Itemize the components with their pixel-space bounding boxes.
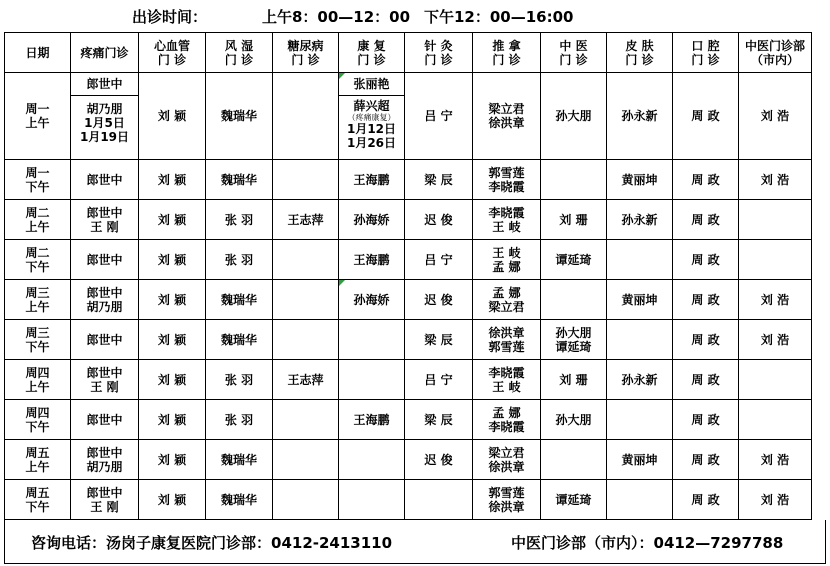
morning-hours: 上午8：00—12：00 (262, 8, 411, 26)
cell-line: 谭延琦 (555, 252, 592, 267)
schedule-cell (607, 480, 673, 520)
column-header (339, 33, 405, 73)
table-row (5, 480, 812, 520)
cell-line: 孙永新 (621, 372, 658, 387)
schedule-cell (739, 200, 812, 240)
schedule-cell (339, 280, 405, 320)
cell-line: 1月12日 (346, 122, 397, 136)
schedule-cell (473, 480, 541, 520)
schedule-cell (473, 280, 541, 320)
clinic-schedule-table (4, 32, 812, 520)
cell-line: 刘 浩 (760, 292, 790, 307)
schedule-cell (139, 480, 206, 520)
schedule-cell (673, 440, 739, 480)
day-cell (5, 360, 71, 400)
cell-line: 孟 娜 (492, 285, 521, 300)
cell-line: 孟 娜 (492, 259, 521, 274)
schedule-cell (541, 440, 607, 480)
schedule-cell (473, 440, 541, 480)
schedule-cell (607, 240, 673, 280)
cell-line: 孙海娇 (353, 292, 390, 307)
cell-line: 推 拿 (492, 38, 521, 53)
corner-mark-icon (339, 73, 345, 79)
schedule-cell (273, 400, 339, 440)
schedule-cell (206, 160, 273, 200)
schedule-cell (541, 200, 607, 240)
cell-line: 张 羽 (224, 372, 254, 387)
cell-line: 刘 珊 (559, 212, 588, 227)
cell-line: 门 诊 (691, 52, 720, 67)
cell-line: 刘 颖 (157, 332, 187, 347)
schedule-cell (673, 400, 739, 440)
schedule-cell (71, 320, 139, 360)
cell-line: 胡乃朋 (86, 459, 123, 474)
schedule-cell (339, 440, 405, 480)
cell-line: 中医门诊部 (744, 38, 805, 53)
cell-line: 李晓霞 (488, 365, 525, 380)
cell-line: 刘 浩 (760, 332, 790, 347)
cell-line: 徐洪章 (488, 459, 525, 474)
cell-line: 郭雪莲 (488, 339, 525, 354)
cell-line: 周三 (25, 285, 50, 300)
rheum-cell: 魏瑞华 (206, 73, 273, 160)
schedule-cell (206, 400, 273, 440)
schedule-cell (739, 280, 812, 320)
day-cell (5, 320, 71, 360)
column-header (739, 33, 812, 73)
cell-line: 周 政 (691, 372, 720, 387)
cell-line: 周二 (25, 205, 50, 220)
schedule-cell (139, 280, 206, 320)
table-row (5, 320, 812, 360)
schedule-cell (71, 160, 139, 200)
schedule-cell (273, 160, 339, 200)
cell-line: 王志萍 (287, 372, 324, 387)
schedule-cell (339, 480, 405, 520)
cell-line: 康 复 (357, 38, 386, 53)
cell-line: 孙海娇 (353, 212, 390, 227)
schedule-cell (739, 400, 812, 440)
schedule-cell (607, 400, 673, 440)
cell-line: 魏瑞华 (220, 292, 257, 307)
schedule-cell (673, 480, 739, 520)
schedule-cell (405, 400, 473, 440)
schedule-cell (607, 320, 673, 360)
schedule-cell (273, 320, 339, 360)
column-header (139, 33, 206, 73)
cell-line: 魏瑞华 (220, 332, 257, 347)
schedule-cell (405, 240, 473, 280)
acu-cell: 吕 宁 (405, 73, 473, 160)
cell-line: 徐洪章 (488, 325, 525, 340)
cell-line: 中 医 (559, 38, 588, 53)
table-row (5, 400, 812, 440)
cell-line: 刘 颖 (157, 292, 187, 307)
cell-line: 疼痛门诊 (80, 45, 129, 60)
schedule-cell (273, 480, 339, 520)
column-header (541, 33, 607, 73)
cell-line: 下午 (25, 419, 50, 434)
cell-line: 刘 颖 (157, 212, 187, 227)
cell-line: 刘 颖 (157, 412, 187, 427)
afternoon-hours: 下午12：00—16:00 (424, 8, 574, 26)
cell-line: 王海鹏 (353, 412, 390, 427)
cell-line: 李晓霞 (488, 205, 525, 220)
schedule-cell (71, 240, 139, 280)
cell-line: 门 诊 (157, 52, 187, 67)
column-header (473, 33, 541, 73)
cell-line: 周五 (25, 485, 50, 500)
schedule-cell (541, 320, 607, 360)
cell-line: 王 刚 (90, 499, 119, 514)
table-row (5, 200, 812, 240)
day-cell (5, 200, 71, 240)
schedule-cell (739, 480, 812, 520)
schedule-cell (541, 480, 607, 520)
column-header (673, 33, 739, 73)
cell-line: 郭雪莲 (488, 165, 525, 180)
cell-line: 郎世中 (86, 205, 123, 220)
cell-line: 张丽艳 (339, 73, 404, 96)
cell-line: 门 诊 (424, 52, 453, 67)
schedule-cell (405, 320, 473, 360)
day-cell (5, 480, 71, 520)
cell-line: 下午 (25, 259, 50, 274)
cell-line: 徐洪章 (488, 116, 525, 130)
schedule-cell (339, 400, 405, 440)
cell-line: 日期 (25, 45, 50, 60)
cell-line: 1月19日 (79, 130, 130, 144)
cell-line: 王志萍 (287, 212, 324, 227)
schedule-cell (71, 400, 139, 440)
column-header (206, 33, 273, 73)
schedule-cell (71, 480, 139, 520)
schedule-cell (71, 280, 139, 320)
schedule-cell (71, 440, 139, 480)
schedule-cell (739, 360, 812, 400)
cell-line: 李晓霞 (488, 179, 525, 194)
cell-line: 刘 颖 (157, 452, 187, 467)
schedule-cell (607, 200, 673, 240)
schedule-cell (139, 360, 206, 400)
cell-line: 胡乃朋 (86, 299, 123, 314)
cell-line: 糖尿病 (287, 38, 324, 53)
schedule-cell (405, 360, 473, 400)
schedule-cell (541, 240, 607, 280)
schedule-cell (206, 240, 273, 280)
cell-line: 迟 俊 (424, 212, 453, 227)
cell-line: 王 岐 (492, 245, 521, 260)
schedule-cell (473, 400, 541, 440)
column-header (71, 33, 139, 73)
cell-line: 张 羽 (224, 252, 254, 267)
cell-line: （市内） (750, 52, 799, 67)
cell-line: 胡乃朋 (86, 102, 123, 116)
schedule-cell (71, 360, 139, 400)
schedule-cell (71, 200, 139, 240)
column-header (607, 33, 673, 73)
footer-phone-city: 中医门诊部（市内）：0412—7297788 (511, 534, 784, 552)
schedule-cell (673, 320, 739, 360)
cell-line: 针 灸 (424, 38, 453, 53)
cell-line: 徐洪章 (488, 499, 525, 514)
schedule-cell (405, 160, 473, 200)
schedule-cell (339, 200, 405, 240)
schedule-cell (473, 240, 541, 280)
schedule-cell (206, 480, 273, 520)
day-cell (5, 440, 71, 480)
schedule-cell (339, 240, 405, 280)
table-row (5, 160, 812, 200)
schedule-cell (206, 200, 273, 240)
cell-line: （疼痛康复） (347, 113, 396, 122)
cell-line: 梁 辰 (424, 332, 453, 347)
cell-line: 周二 (25, 245, 50, 260)
cell-line: 孙大朋 (555, 325, 592, 340)
corner-mark-icon (339, 280, 345, 286)
cell-line: 周三 (25, 325, 50, 340)
pain-cell (71, 73, 139, 160)
cell-line: 魏瑞华 (220, 492, 257, 507)
column-header (405, 33, 473, 73)
cell-line: 刘 颖 (157, 492, 187, 507)
cell-line: 周一 (25, 165, 50, 180)
cell-line: 风 湿 (224, 38, 254, 53)
cell-line: 梁立君 (488, 445, 525, 460)
schedule-cell (206, 440, 273, 480)
column-header (5, 33, 71, 73)
schedule-cell (607, 280, 673, 320)
cell-line: 孟 娜 (492, 405, 521, 420)
cell-line: 周 政 (691, 252, 720, 267)
cell-line: 谭延琦 (555, 339, 592, 354)
schedule-cell (739, 440, 812, 480)
cell-line: 王海鹏 (353, 172, 390, 187)
cell-line: 王 刚 (90, 219, 119, 234)
cell-line: 王 岐 (492, 219, 521, 234)
cell-line: 周一 (25, 102, 50, 116)
cell-line: 黄丽坤 (621, 292, 658, 307)
schedule-cell (405, 480, 473, 520)
cell-line: 下午 (25, 179, 50, 194)
schedule-cell (139, 320, 206, 360)
schedule-cell (473, 360, 541, 400)
footer (4, 520, 826, 564)
cell-line: 刘 浩 (760, 492, 790, 507)
skin-cell: 孙永新 (607, 73, 673, 160)
cell-line: 黄丽坤 (621, 172, 658, 187)
cell-line: 下午 (25, 499, 50, 514)
cell-line: 王 刚 (90, 379, 119, 394)
hours-label: 出诊时间： (132, 8, 208, 26)
schedule-cell (405, 280, 473, 320)
cell-line: 上午 (25, 299, 50, 314)
massage-cell (473, 73, 541, 160)
schedule-cell (607, 160, 673, 200)
schedule-cell (273, 200, 339, 240)
day-cell (5, 400, 71, 440)
cell-line: 王 岐 (492, 379, 521, 394)
schedule-cell (405, 440, 473, 480)
cell-line: 郎世中 (86, 252, 123, 267)
schedule-cell (541, 360, 607, 400)
table-row (5, 440, 812, 480)
cell-line: 1月26日 (346, 136, 397, 150)
schedule-cell (139, 400, 206, 440)
table-row (5, 73, 812, 160)
cell-line: 心血管 (153, 38, 190, 53)
cell-line: 王海鹏 (353, 252, 390, 267)
schedule-cell (273, 360, 339, 400)
cell-line: 周 政 (691, 172, 720, 187)
cell-line: 周四 (25, 365, 50, 380)
schedule-cell (673, 360, 739, 400)
cell-line: 梁立君 (488, 102, 525, 116)
cell-line: 刘 浩 (760, 172, 790, 187)
cell-line: 上午 (25, 116, 50, 130)
cell-line: 吕 宁 (424, 372, 453, 387)
cell-line: 门 诊 (559, 52, 588, 67)
cell-line: 周四 (25, 405, 50, 420)
cell-line: 张 羽 (224, 212, 254, 227)
day-cell (5, 73, 71, 160)
cell-line: 魏瑞华 (220, 172, 257, 187)
city-cell: 刘 浩 (739, 73, 812, 160)
schedule-cell (139, 160, 206, 200)
schedule-header (0, 0, 830, 32)
cell-line: 刘 颖 (157, 372, 187, 387)
schedule-cell (139, 440, 206, 480)
cell-line: 门 诊 (224, 52, 254, 67)
schedule-cell (206, 280, 273, 320)
cell-line: 周 政 (691, 212, 720, 227)
cell-line: 谭延琦 (555, 492, 592, 507)
schedule-cell (541, 160, 607, 200)
cell-line: 郎世中 (86, 445, 123, 460)
cell-line: 门 诊 (357, 52, 386, 67)
day-cell (5, 240, 71, 280)
schedule-cell (607, 440, 673, 480)
cell-line: 皮 肤 (625, 38, 654, 53)
cell-line: 郎世中 (86, 412, 123, 427)
schedule-cell (273, 440, 339, 480)
schedule-cell (339, 160, 405, 200)
schedule-cell (473, 160, 541, 200)
schedule-cell (673, 240, 739, 280)
schedule-cell (673, 160, 739, 200)
schedule-cell (739, 160, 812, 200)
tcm-cell: 孙大朋 (541, 73, 607, 160)
cell-line: 下午 (25, 339, 50, 354)
rehab-cell (339, 73, 405, 160)
cell-line: 郎世中 (86, 485, 123, 500)
cell-line: 门 诊 (291, 52, 320, 67)
schedule-cell (139, 240, 206, 280)
schedule-cell (541, 280, 607, 320)
cell-line: 迟 俊 (424, 452, 453, 467)
cell-line: 1月5日 (84, 116, 125, 130)
cell-line: 周 政 (691, 332, 720, 347)
day-cell (5, 280, 71, 320)
schedule-cell (739, 320, 812, 360)
cell-line: 周五 (25, 445, 50, 460)
cell-line: 上午 (25, 219, 50, 234)
day-cell (5, 160, 71, 200)
cell-line: 孙永新 (621, 212, 658, 227)
cell-line: 郎世中 (86, 285, 123, 300)
cell-line: 周 政 (691, 492, 720, 507)
schedule-cell (339, 360, 405, 400)
cell-line: 孙大朋 (555, 412, 592, 427)
cell-line: 魏瑞华 (220, 452, 257, 467)
cell-line: 上午 (25, 459, 50, 474)
schedule-cell (139, 200, 206, 240)
column-header-row (5, 33, 812, 73)
table-row (5, 240, 812, 280)
cell-line: 郭雪莲 (488, 485, 525, 500)
cell-line: 梁 辰 (424, 172, 453, 187)
cell-line: 郎世中 (86, 365, 123, 380)
cell-line: 黄丽坤 (621, 452, 658, 467)
cell-line: 张 羽 (224, 412, 254, 427)
oral-cell: 周 政 (673, 73, 739, 160)
cardio-cell: 刘 颖 (139, 73, 206, 160)
cell-line: 李晓霞 (488, 419, 525, 434)
cell-line: 周 政 (691, 412, 720, 427)
cell-line: 刘 颖 (157, 252, 187, 267)
cell-line: 吕 宁 (424, 252, 453, 267)
cell-line: 上午 (25, 379, 50, 394)
schedule-cell (473, 320, 541, 360)
schedule-cell (206, 320, 273, 360)
schedule-cell (273, 280, 339, 320)
schedule-cell (473, 200, 541, 240)
schedule-cell (673, 280, 739, 320)
schedule-cell (673, 200, 739, 240)
schedule-cell (607, 360, 673, 400)
cell-line: 门 诊 (625, 52, 654, 67)
table-row (5, 280, 812, 320)
cell-line: 薛兴超 (353, 99, 390, 113)
schedule-cell (206, 360, 273, 400)
table-row (5, 360, 812, 400)
cell-line: 郎世中 (86, 332, 123, 347)
cell-line: 刘 浩 (760, 452, 790, 467)
schedule-cell (739, 240, 812, 280)
cell-line: 周 政 (691, 292, 720, 307)
cell-line: 梁立君 (488, 299, 525, 314)
column-header (273, 33, 339, 73)
cell-line: 迟 俊 (424, 292, 453, 307)
cell-line: 郎世中 (71, 73, 138, 96)
cell-line: 刘 颖 (157, 172, 187, 187)
cell-line: 口 腔 (691, 38, 720, 53)
cell-line: 刘 珊 (559, 372, 588, 387)
cell-line: 郎世中 (86, 172, 123, 187)
cell-line: 门 诊 (492, 52, 521, 67)
schedule-cell (405, 200, 473, 240)
diabetes-cell (273, 73, 339, 160)
footer-phone-main: 咨询电话：汤岗子康复医院门诊部：0412-2413110 (31, 534, 393, 552)
schedule-cell (273, 240, 339, 280)
cell-line: 周 政 (691, 452, 720, 467)
schedule-cell (541, 400, 607, 440)
cell-line: 梁 辰 (424, 412, 453, 427)
schedule-cell (339, 320, 405, 360)
